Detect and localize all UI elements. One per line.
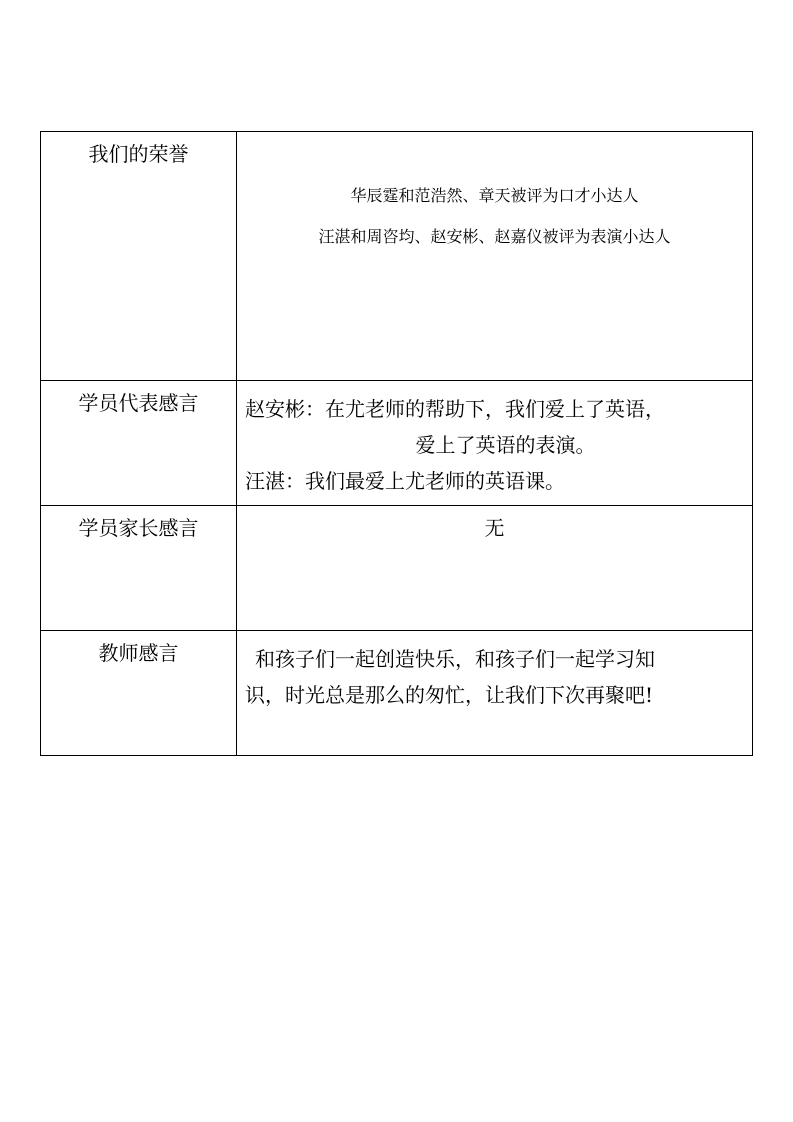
report-table bbox=[40, 131, 753, 756]
honor-label: 我们的荣誉 bbox=[41, 132, 237, 381]
honor-line-2: 汪湛和周咨均、赵安彬、赵嘉仪被评为表演小达人 bbox=[318, 227, 671, 246]
student-content bbox=[237, 381, 753, 506]
teacher-lines bbox=[237, 631, 752, 713]
honor-row bbox=[41, 132, 753, 381]
teacher-line-1: 和孩子们一起创造快乐，和孩子们一起学习知 bbox=[255, 647, 655, 671]
teacher-row bbox=[41, 631, 753, 756]
honor-content bbox=[237, 132, 753, 381]
honor-line-1: 华辰霆和范浩然、章天被评为口才小达人 bbox=[350, 186, 639, 205]
parent-content bbox=[237, 506, 753, 631]
student-lines bbox=[237, 381, 752, 499]
parent-row bbox=[41, 506, 753, 631]
student-row bbox=[41, 381, 753, 506]
student-line-3: 汪湛：我们最爱上尤老师的英语课。 bbox=[245, 469, 565, 493]
parent-text: 无 bbox=[484, 516, 505, 540]
honor-lines bbox=[237, 132, 752, 250]
teacher-content bbox=[237, 631, 753, 756]
teacher-line-2: 识，时光总是那么的匆忙，让我们下次再聚吧! bbox=[245, 683, 654, 707]
student-label: 学员代表感言 bbox=[41, 381, 237, 506]
student-line-2: 爱上了英语的表演。 bbox=[415, 433, 596, 457]
parent-label: 学员家长感言 bbox=[41, 506, 237, 631]
student-line-1: 赵安彬：在尤老师的帮助下，我们爱上了英语， bbox=[245, 397, 665, 421]
teacher-label: 教师感言 bbox=[41, 631, 237, 756]
